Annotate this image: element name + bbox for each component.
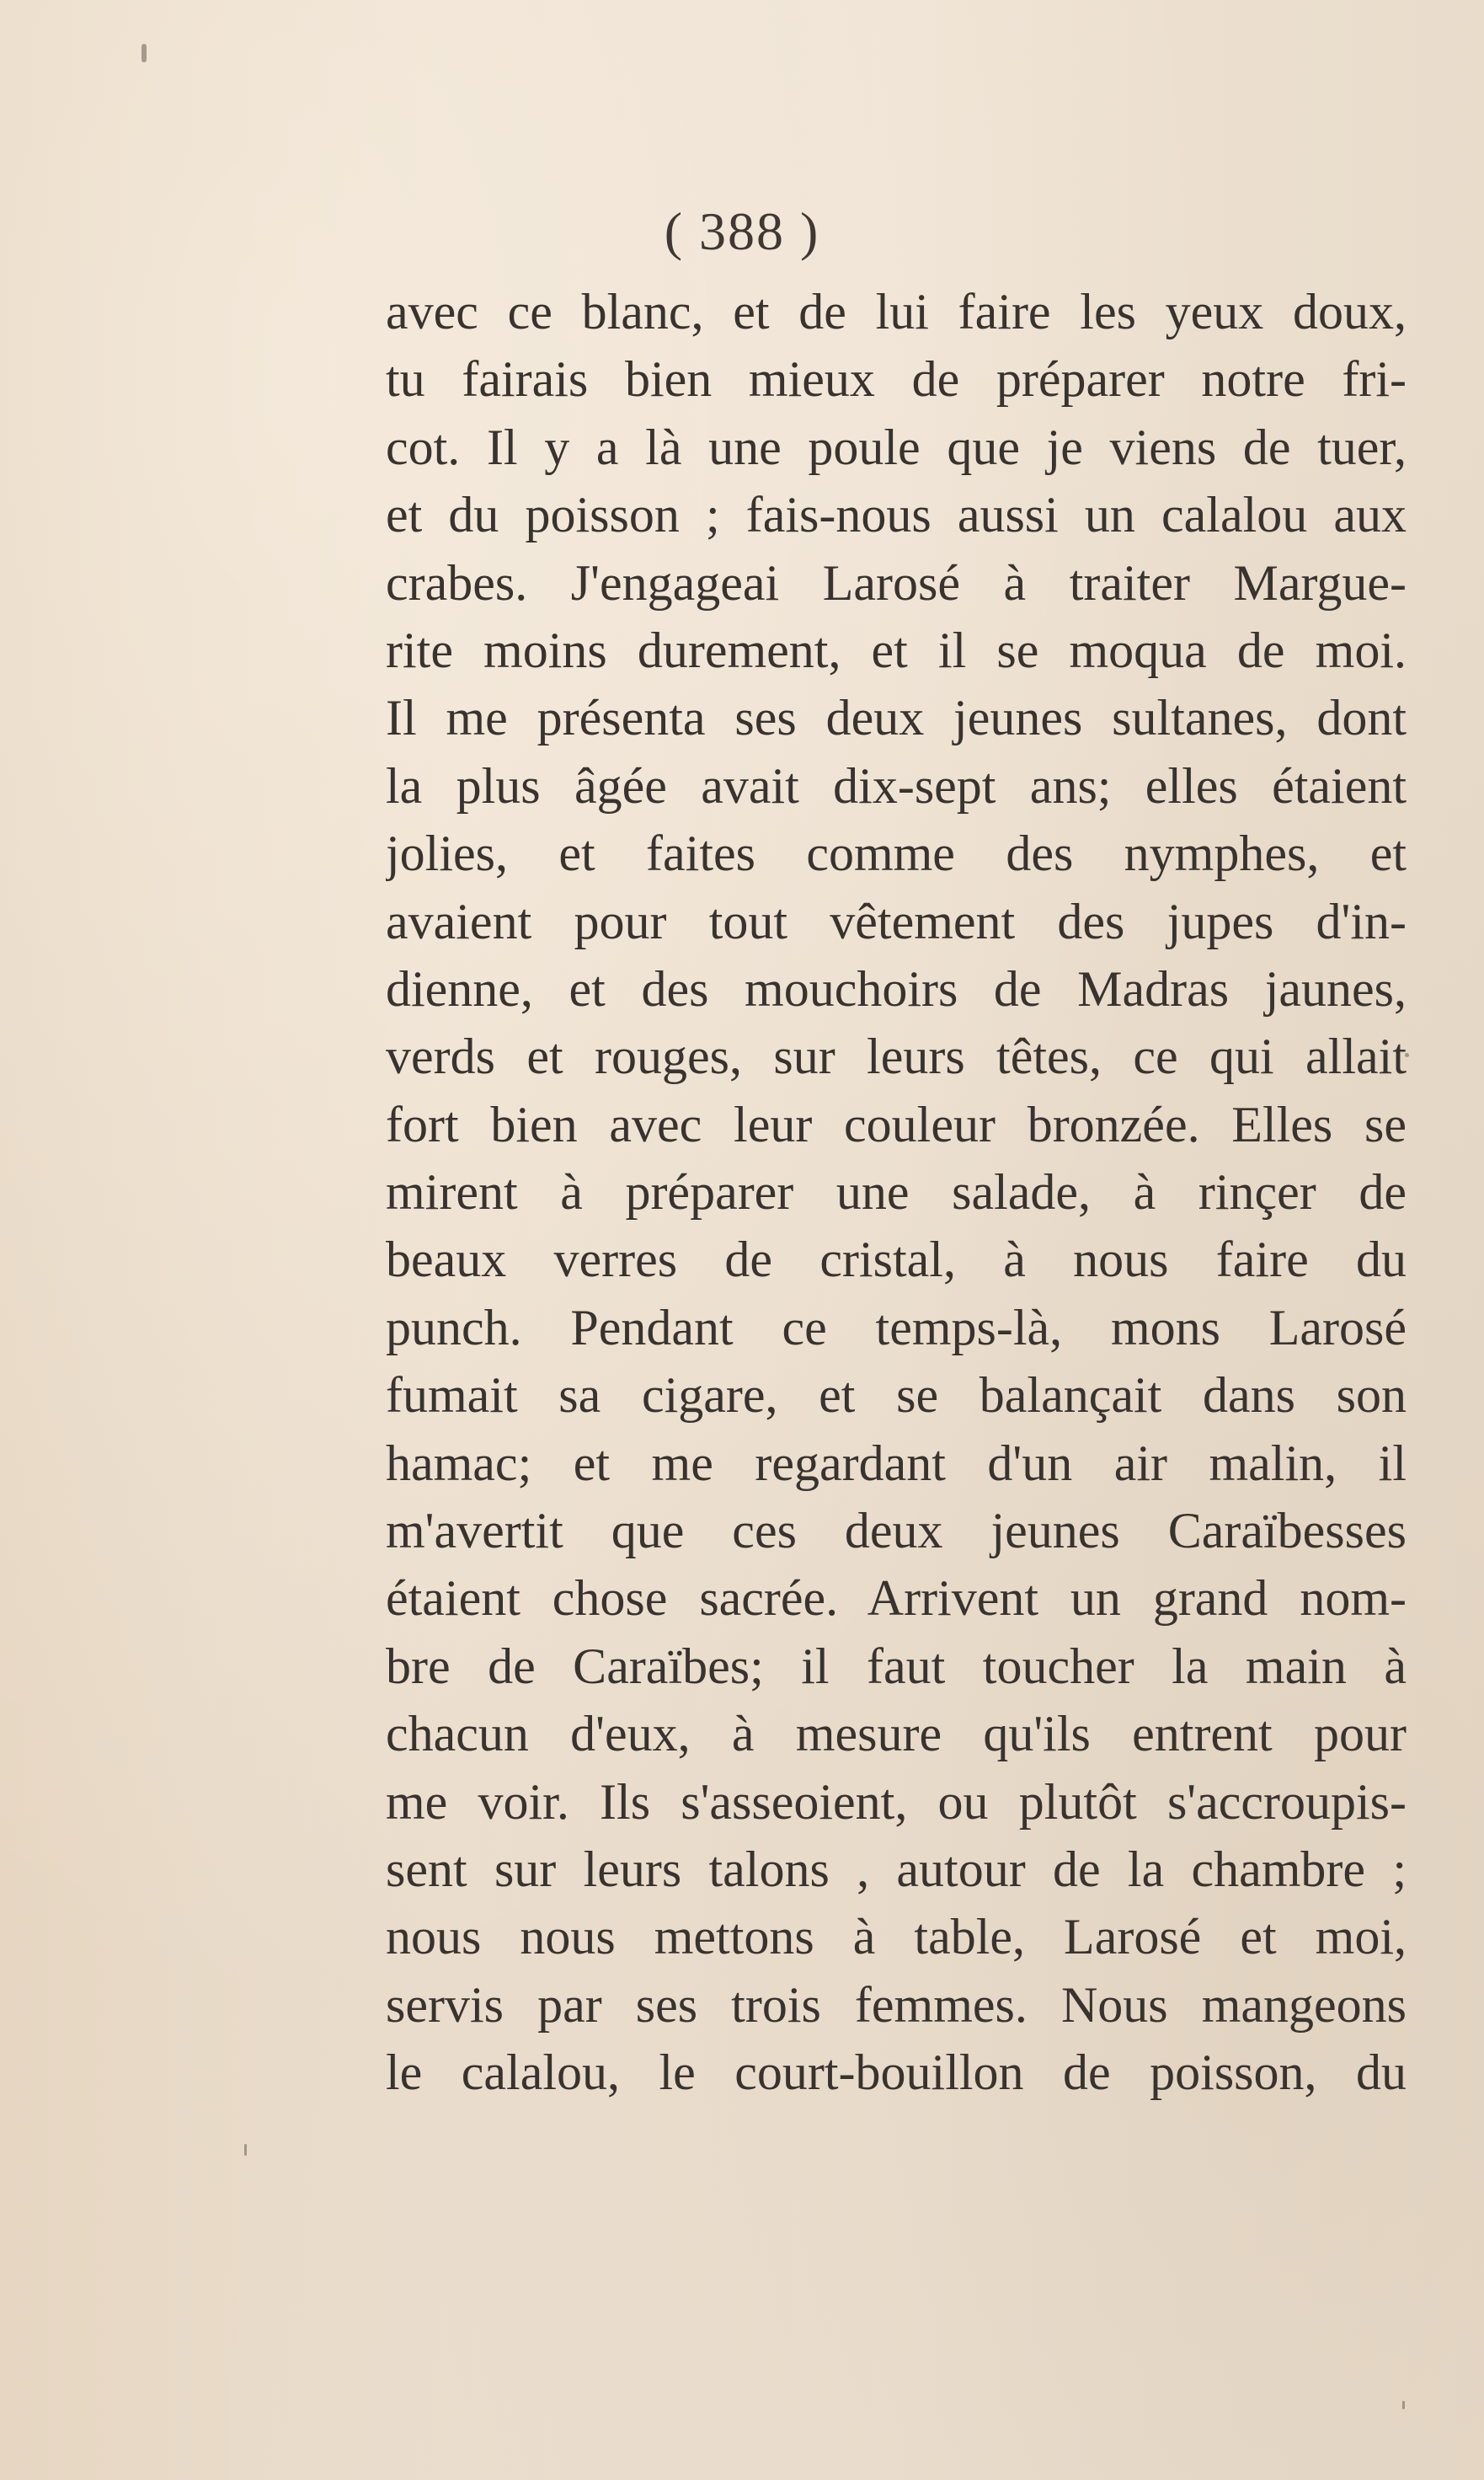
- text-line: dienne, et des mouchoirs de Madras jaunes,: [386, 960, 1407, 1017]
- text-line: étaient chose sacrée. Arrivent un grand nom-: [386, 1570, 1407, 1627]
- text-line: et du poisson ; fais-nous aussi un calalou aux: [386, 487, 1407, 543]
- text-line: verds et rouges, sur leurs têtes, ce qui allait: [386, 1029, 1407, 1085]
- text-line: cot. Il y a là une poule que je viens de tuer,: [386, 419, 1407, 475]
- paper-speck: [244, 2144, 247, 2156]
- text-line: m'avertit que ces deux jeunes Caraïbesses: [386, 1503, 1407, 1559]
- text-line: bre de Caraïbes; il faut toucher la main à: [386, 1638, 1407, 1694]
- text-line: Il me présenta ses deux jeunes sultanes, dont: [386, 690, 1407, 746]
- text-line: beaux verres de cristal, à nous faire du: [386, 1232, 1407, 1288]
- text-line: jolies, et faites comme des nymphes, et: [386, 826, 1407, 882]
- text-line: le calalou, le court-bouillon de poisson, du: [386, 2044, 1407, 2101]
- text-line: crabes. J'engageai Larosé à traiter Margue-: [386, 554, 1407, 611]
- text-line: avec ce blanc, et de lui faire les yeux doux,: [386, 284, 1407, 339]
- text-line: chacun d'eux, à mesure qu'ils entrent pour: [386, 1706, 1407, 1762]
- text-line: avaient pour tout vêtement des jupes d'in-: [386, 893, 1407, 949]
- text-line: nous nous mettons à table, Larosé et moi,: [386, 1909, 1407, 1965]
- text-line: la plus âgée avait dix-sept ans; elles étaient: [386, 757, 1407, 814]
- page-number: ( 388 ): [664, 201, 820, 261]
- text-line: fumait sa cigare, et se balançait dans son: [386, 1367, 1407, 1424]
- text-line: mirent à préparer une salade, à rinçer de: [386, 1164, 1407, 1221]
- text-line: me voir. Ils s'asseoient, ou plutôt s'accroupis-: [386, 1773, 1407, 1830]
- text-line: tu fairais bien mieux de préparer notre fri-: [386, 351, 1407, 408]
- text-line: rite moins durement, et il se moqua de moi.: [386, 622, 1407, 678]
- text-line: sent sur leurs talons , autour de la chambre ;: [386, 1841, 1407, 1897]
- text-line: fort bien avec leur couleur bronzée. Elles se: [386, 1096, 1407, 1152]
- paper-speck: [141, 44, 147, 62]
- text-line: hamac; et me regardant d'un air malin, il: [386, 1435, 1407, 1491]
- paper-speck: [1402, 2401, 1405, 2409]
- text-line: servis par ses trois femmes. Nous mangeons: [386, 1976, 1407, 2033]
- body-text: [386, 278, 1407, 2107]
- text-line: punch. Pendant ce temps-là, mons Larosé: [386, 1299, 1407, 1355]
